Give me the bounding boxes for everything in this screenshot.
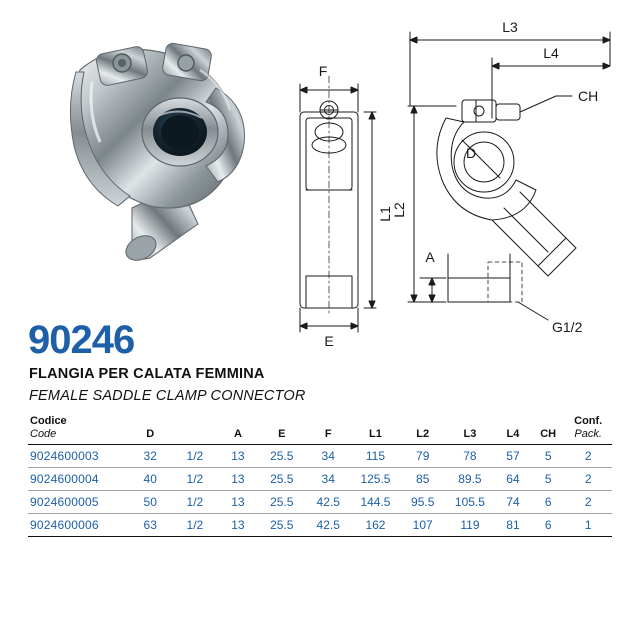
drawing-label-CH: CH xyxy=(578,88,599,104)
cell-e: 25.5 xyxy=(259,491,305,514)
cell-d: 63 xyxy=(128,514,172,537)
header-a: A xyxy=(217,414,258,445)
cell-thread: 1/2 xyxy=(172,445,217,468)
drawing-label-G12: G1/2 xyxy=(552,319,583,335)
cell-pack: 2 xyxy=(564,445,612,468)
drawing-label-F: F xyxy=(318,63,328,79)
product-name-italian: FLANGIA PER CALATA FEMMINA xyxy=(29,366,265,382)
header-l4: L4 xyxy=(494,414,532,445)
cell-code: 9024600004 xyxy=(28,468,128,491)
technical-drawings xyxy=(280,14,635,349)
table-header xyxy=(28,414,612,445)
cell-f: 34 xyxy=(305,468,351,491)
cell-l4: 74 xyxy=(494,491,532,514)
header-code: Codice Code xyxy=(28,414,128,445)
header-thread xyxy=(172,414,217,445)
cell-f: 42.5 xyxy=(305,491,351,514)
cell-a: 13 xyxy=(217,514,258,537)
table-row xyxy=(28,491,612,514)
technical-drawings-svg xyxy=(280,14,635,349)
cell-a: 13 xyxy=(217,445,258,468)
cell-l1: 125.5 xyxy=(351,468,399,491)
header-f: F xyxy=(305,414,351,445)
cell-ch: 6 xyxy=(532,514,564,537)
cell-f: 42.5 xyxy=(305,514,351,537)
drawing-label-L1: L1 xyxy=(377,206,393,222)
cell-code: 9024600003 xyxy=(28,445,128,468)
cell-l3: 89.5 xyxy=(446,468,494,491)
cell-l3: 78 xyxy=(446,445,494,468)
cell-d: 40 xyxy=(128,468,172,491)
header-ch: CH xyxy=(532,414,564,445)
product-photo-svg xyxy=(40,10,270,290)
cell-code: 9024600006 xyxy=(28,514,128,537)
table-row xyxy=(28,514,612,537)
product-photo xyxy=(40,10,270,290)
product-code-title: 90246 xyxy=(28,318,135,362)
cell-thread: 1/2 xyxy=(172,514,217,537)
cell-code: 9024600005 xyxy=(28,491,128,514)
cell-l2: 95.5 xyxy=(399,491,445,514)
cell-l3: 105.5 xyxy=(446,491,494,514)
header-d: D xyxy=(128,414,172,445)
cell-l1: 115 xyxy=(351,445,399,468)
cell-l2: 85 xyxy=(399,468,445,491)
cell-ch: 5 xyxy=(532,468,564,491)
cell-thread: 1/2 xyxy=(172,491,217,514)
table-row xyxy=(28,445,612,468)
header-l2: L2 xyxy=(399,414,445,445)
specifications-table-wrap xyxy=(28,414,612,537)
header-l3: L3 xyxy=(446,414,494,445)
specifications-table xyxy=(28,414,612,537)
cell-e: 25.5 xyxy=(259,445,305,468)
cell-e: 25.5 xyxy=(259,468,305,491)
cell-a: 13 xyxy=(217,491,258,514)
drawing-label-D: D xyxy=(466,145,477,161)
table-body xyxy=(28,445,612,537)
cell-l2: 107 xyxy=(399,514,445,537)
cell-l4: 57 xyxy=(494,445,532,468)
header-l1: L1 xyxy=(351,414,399,445)
cell-f: 34 xyxy=(305,445,351,468)
cell-l1: 162 xyxy=(351,514,399,537)
product-name-english: FEMALE SADDLE CLAMP CONNECTOR xyxy=(29,388,306,404)
cell-l4: 81 xyxy=(494,514,532,537)
table-row xyxy=(28,468,612,491)
cell-ch: 6 xyxy=(532,491,564,514)
header-e: E xyxy=(259,414,305,445)
cell-d: 32 xyxy=(128,445,172,468)
cell-l4: 64 xyxy=(494,468,532,491)
cell-e: 25.5 xyxy=(259,514,305,537)
header-pack: Conf. Pack. xyxy=(564,414,612,445)
cell-d: 50 xyxy=(128,491,172,514)
drawing-label-L3: L3 xyxy=(502,19,518,35)
cell-l1: 144.5 xyxy=(351,491,399,514)
cell-a: 13 xyxy=(217,468,258,491)
cell-ch: 5 xyxy=(532,445,564,468)
drawing-label-L4: L4 xyxy=(543,45,559,61)
cell-pack: 2 xyxy=(564,468,612,491)
cell-pack: 1 xyxy=(564,514,612,537)
cell-l3: 119 xyxy=(446,514,494,537)
drawing-label-E: E xyxy=(324,333,334,349)
cell-l2: 79 xyxy=(399,445,445,468)
drawing-label-A: A xyxy=(425,249,435,265)
cell-thread: 1/2 xyxy=(172,468,217,491)
drawing-label-L2: L2 xyxy=(391,202,407,218)
cell-pack: 2 xyxy=(564,491,612,514)
